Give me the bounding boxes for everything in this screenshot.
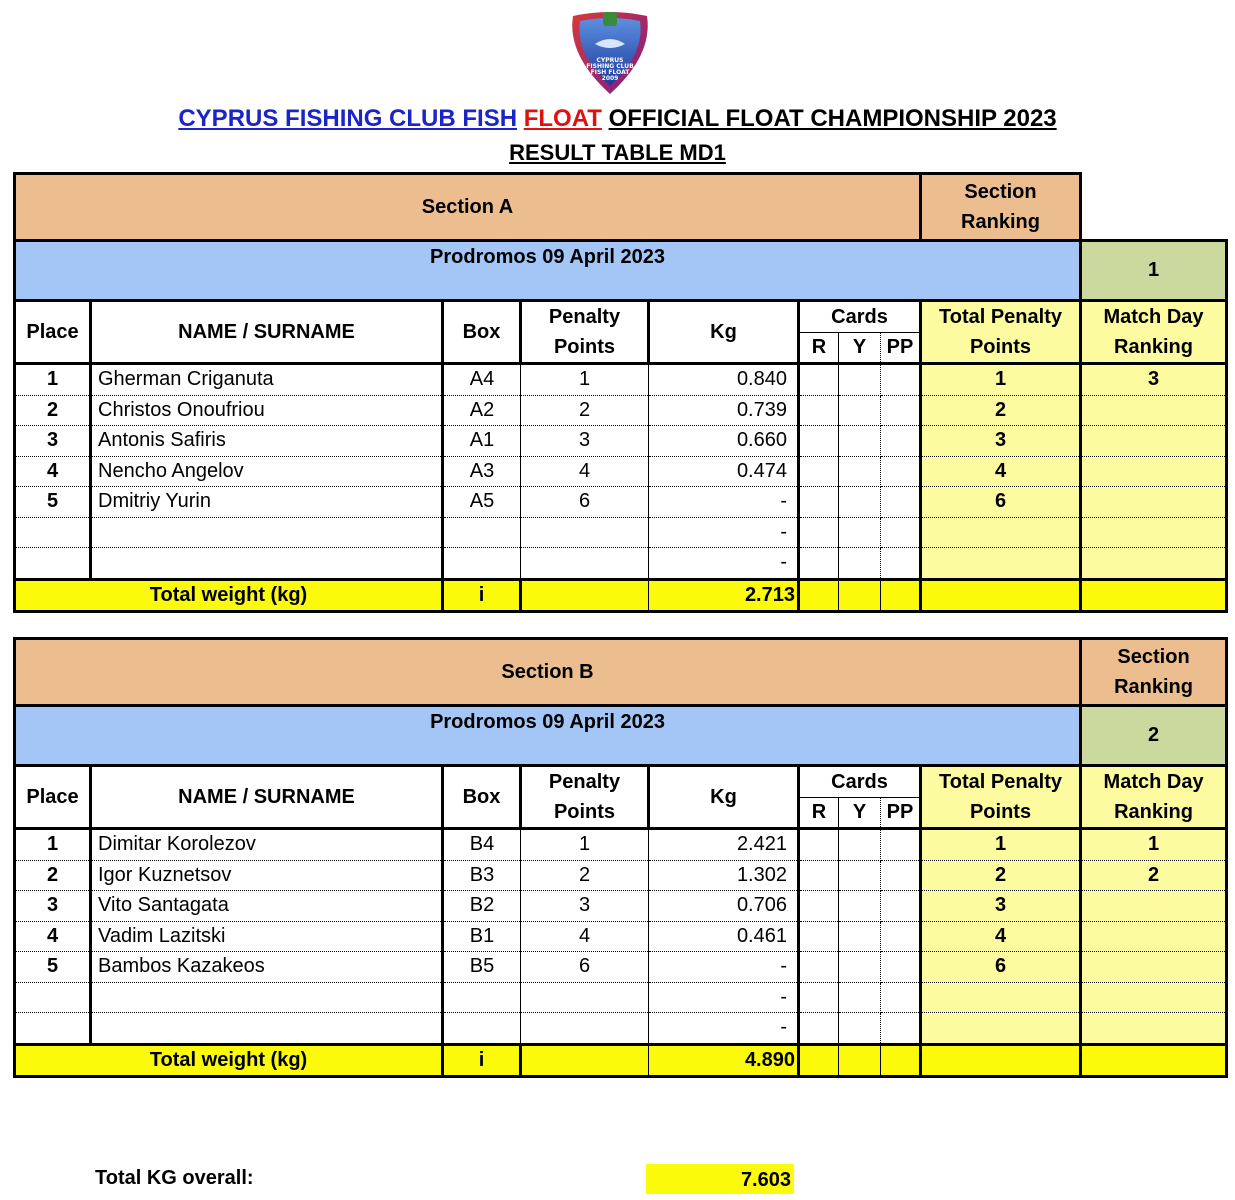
table-row	[15, 487, 1227, 518]
cell-kg: -	[649, 952, 799, 983]
col-match-day-ranking: Match Day Ranking	[1081, 766, 1227, 829]
cell-match-day-ranking	[1081, 982, 1227, 1013]
cell-card-r	[799, 860, 839, 891]
cell-card-pp	[881, 860, 921, 891]
cell-card-r	[799, 456, 839, 487]
cell-total-penalty: 6	[921, 952, 1081, 983]
cell-penalty: 6	[521, 952, 649, 983]
col-card-y: Y	[839, 333, 881, 364]
cell-card-r	[799, 829, 839, 861]
cell-card-pp	[881, 982, 921, 1013]
section-name: Section B	[15, 639, 1081, 706]
col-place: Place	[15, 766, 91, 829]
cell-kg: 0.461	[649, 921, 799, 952]
cell-kg: 0.474	[649, 456, 799, 487]
page-subtitle: RESULT TABLE MD1	[509, 140, 726, 165]
title-part-float: FLOAT	[523, 105, 602, 132]
col-card-y: Y	[839, 798, 881, 829]
cell-kg: 0.660	[649, 426, 799, 457]
cell-box	[443, 548, 521, 580]
cell-card-y	[839, 456, 881, 487]
cell-card-r	[799, 487, 839, 518]
cell-place: 1	[15, 364, 91, 396]
table-row	[15, 891, 1227, 922]
total-weight-label: Total weight (kg)	[15, 1044, 443, 1076]
cell-name: Dmitriy Yurin	[91, 487, 443, 518]
cell-card-pp	[881, 921, 921, 952]
cell-place: 5	[15, 487, 91, 518]
table-row	[15, 517, 1227, 548]
cell-card-pp	[881, 364, 921, 396]
cell-total-penalty: 4	[921, 456, 1081, 487]
cell-box	[443, 1013, 521, 1045]
cell-card-y	[839, 1013, 881, 1045]
cell-name	[91, 517, 443, 548]
cell-card-y	[839, 548, 881, 580]
cell-box: A4	[443, 364, 521, 396]
cell-total-penalty: 2	[921, 395, 1081, 426]
cell-card-pp	[881, 487, 921, 518]
cell-total-penalty: 3	[921, 426, 1081, 457]
section-ranking-value: 1	[1081, 241, 1227, 301]
total-card-r	[799, 579, 839, 611]
cell-penalty: 3	[521, 426, 649, 457]
total-match-day	[1081, 579, 1227, 611]
cell-name: Vito Santagata	[91, 891, 443, 922]
section-date: Prodromos 09 April 2023	[15, 241, 1081, 301]
col-kg: Kg	[649, 301, 799, 364]
cell-penalty: 1	[521, 364, 649, 396]
cell-box: A5	[443, 487, 521, 518]
table-row	[15, 829, 1227, 861]
overall-total-label: Total KG overall:	[95, 1167, 254, 1189]
cell-total-penalty: 1	[921, 364, 1081, 396]
section-a-table	[13, 172, 1228, 613]
col-total-penalty: Total Penalty Points	[921, 766, 1081, 829]
col-place: Place	[15, 301, 91, 364]
cell-box: B3	[443, 860, 521, 891]
cell-match-day-ranking: 2	[1081, 860, 1227, 891]
cell-place: 2	[15, 860, 91, 891]
cell-box: B2	[443, 891, 521, 922]
cell-card-pp	[881, 548, 921, 580]
svg-text:CYPRUS: CYPRUS	[596, 57, 624, 64]
section-ranking-header: Section Ranking	[1081, 639, 1227, 706]
svg-text:2009: 2009	[601, 75, 619, 82]
title-part-championship: OFFICIAL FLOAT CHAMPIONSHIP 2023	[608, 105, 1057, 132]
cell-total-penalty: 6	[921, 487, 1081, 518]
cell-penalty: 6	[521, 487, 649, 518]
cell-card-y	[839, 891, 881, 922]
table-row	[15, 456, 1227, 487]
cell-card-r	[799, 952, 839, 983]
total-weight-value: 4.890	[649, 1044, 799, 1076]
cell-match-day-ranking	[1081, 395, 1227, 426]
cell-card-pp	[881, 891, 921, 922]
cell-match-day-ranking	[1081, 891, 1227, 922]
total-total-penalty	[921, 579, 1081, 611]
cell-total-penalty: 4	[921, 921, 1081, 952]
cell-name	[91, 1013, 443, 1045]
cell-total-penalty	[921, 1013, 1081, 1045]
cell-place: 1	[15, 829, 91, 861]
cell-match-day-ranking: 3	[1081, 364, 1227, 396]
cell-penalty: 2	[521, 860, 649, 891]
section-date: Prodromos 09 April 2023	[15, 706, 1081, 766]
total-weight-marker: i	[443, 1044, 521, 1076]
cell-box: B1	[443, 921, 521, 952]
total-weight-row	[15, 579, 1227, 611]
cell-card-pp	[881, 456, 921, 487]
total-card-y	[839, 1044, 881, 1076]
cell-penalty: 1	[521, 829, 649, 861]
cell-match-day-ranking	[1081, 426, 1227, 457]
cell-card-r	[799, 982, 839, 1013]
title-part-club: CYPRUS FISHING CLUB FISH	[178, 105, 518, 132]
cell-total-penalty: 1	[921, 829, 1081, 861]
total-weight-marker: i	[443, 579, 521, 611]
cell-name	[91, 982, 443, 1013]
cell-place	[15, 1013, 91, 1045]
cell-penalty: 4	[521, 456, 649, 487]
fishing-club-shield-logo	[565, 10, 655, 96]
cell-match-day-ranking	[1081, 548, 1227, 580]
section-ranking-value: 2	[1081, 706, 1227, 766]
cell-card-r	[799, 1013, 839, 1045]
overall-total-value: 7.603	[646, 1164, 794, 1194]
cell-kg: -	[649, 548, 799, 580]
cell-box: A2	[443, 395, 521, 426]
cell-penalty: 2	[521, 395, 649, 426]
cell-match-day-ranking	[1081, 921, 1227, 952]
cell-card-y	[839, 952, 881, 983]
cell-name: Dimitar Korolezov	[91, 829, 443, 861]
cell-card-r	[799, 921, 839, 952]
col-kg: Kg	[649, 766, 799, 829]
cell-kg: -	[649, 487, 799, 518]
cell-box: B5	[443, 952, 521, 983]
cell-kg: 2.421	[649, 829, 799, 861]
cell-card-r	[799, 517, 839, 548]
cell-card-y	[839, 364, 881, 396]
total-card-y	[839, 579, 881, 611]
table-row	[15, 921, 1227, 952]
total-total-penalty	[921, 1044, 1081, 1076]
cell-card-pp	[881, 395, 921, 426]
cell-kg: 0.706	[649, 891, 799, 922]
table-row	[15, 395, 1227, 426]
cell-name: Vadim Lazitski	[91, 921, 443, 952]
table-row	[15, 426, 1227, 457]
cell-total-penalty: 3	[921, 891, 1081, 922]
cell-kg: 0.739	[649, 395, 799, 426]
total-weight-label: Total weight (kg)	[15, 579, 443, 611]
cell-match-day-ranking	[1081, 487, 1227, 518]
cell-card-y	[839, 982, 881, 1013]
table-row	[15, 364, 1227, 396]
col-name: NAME / SURNAME	[91, 301, 443, 364]
total-match-day	[1081, 1044, 1227, 1076]
col-name: NAME / SURNAME	[91, 766, 443, 829]
col-card-r: R	[799, 333, 839, 364]
cell-match-day-ranking	[1081, 952, 1227, 983]
total-weight-value: 2.713	[649, 579, 799, 611]
col-card-pp: PP	[881, 798, 921, 829]
cell-card-y	[839, 426, 881, 457]
cell-box	[443, 517, 521, 548]
cell-box: B4	[443, 829, 521, 861]
cell-penalty	[521, 548, 649, 580]
total-card-pp	[881, 579, 921, 611]
cell-match-day-ranking	[1081, 1013, 1227, 1045]
cell-card-r	[799, 364, 839, 396]
cell-place	[15, 982, 91, 1013]
total-card-r	[799, 1044, 839, 1076]
svg-text:FISHING CLUB: FISHING CLUB	[586, 63, 634, 70]
cell-box	[443, 982, 521, 1013]
section-a-rows	[15, 364, 1227, 580]
cell-place: 4	[15, 456, 91, 487]
cell-card-r	[799, 891, 839, 922]
total-penalty-blank	[521, 579, 649, 611]
cell-total-penalty	[921, 982, 1081, 1013]
cell-place	[15, 548, 91, 580]
cell-card-pp	[881, 952, 921, 983]
col-cards: Cards	[799, 301, 921, 333]
cell-penalty: 3	[521, 891, 649, 922]
cell-card-pp	[881, 426, 921, 457]
col-card-r: R	[799, 798, 839, 829]
section-b-rows	[15, 829, 1227, 1045]
cell-match-day-ranking	[1081, 456, 1227, 487]
cell-kg: -	[649, 1013, 799, 1045]
cell-name: Antonis Safiris	[91, 426, 443, 457]
table-row	[15, 952, 1227, 983]
col-box: Box	[443, 301, 521, 364]
svg-text:FISH FLOAT: FISH FLOAT	[590, 69, 630, 76]
col-penalty: Penalty Points	[521, 301, 649, 364]
cell-card-y	[839, 921, 881, 952]
col-card-pp: PP	[881, 333, 921, 364]
col-match-day-ranking: Match Day Ranking	[1081, 301, 1227, 364]
cell-card-y	[839, 395, 881, 426]
cell-name: Gherman Criganuta	[91, 364, 443, 396]
cell-penalty: 4	[521, 921, 649, 952]
cell-kg: 0.840	[649, 364, 799, 396]
cell-box: A1	[443, 426, 521, 457]
cell-place: 3	[15, 426, 91, 457]
cell-penalty	[521, 982, 649, 1013]
cell-place	[15, 517, 91, 548]
table-row	[15, 982, 1227, 1013]
cell-card-r	[799, 548, 839, 580]
cell-place: 5	[15, 952, 91, 983]
cell-card-y	[839, 860, 881, 891]
total-weight-row	[15, 1044, 1227, 1076]
cell-penalty	[521, 517, 649, 548]
cell-name: Igor Kuznetsov	[91, 860, 443, 891]
section-ranking-header: Section Ranking	[921, 174, 1081, 241]
table-row	[15, 1013, 1227, 1045]
cell-card-y	[839, 487, 881, 518]
cell-kg: -	[649, 517, 799, 548]
total-card-pp	[881, 1044, 921, 1076]
cell-name	[91, 548, 443, 580]
table-row	[15, 860, 1227, 891]
cell-match-day-ranking: 1	[1081, 829, 1227, 861]
cell-card-y	[839, 829, 881, 861]
cell-card-pp	[881, 1013, 921, 1045]
cell-card-r	[799, 395, 839, 426]
section-name: Section A	[15, 174, 921, 241]
cell-name: Bambos Kazakeos	[91, 952, 443, 983]
cell-kg: -	[649, 982, 799, 1013]
table-row	[15, 548, 1227, 580]
cell-place: 3	[15, 891, 91, 922]
total-penalty-blank	[521, 1044, 649, 1076]
cell-box: A3	[443, 456, 521, 487]
cell-name: Christos Onoufriou	[91, 395, 443, 426]
cell-match-day-ranking	[1081, 517, 1227, 548]
cell-name: Nencho Angelov	[91, 456, 443, 487]
cell-card-y	[839, 517, 881, 548]
cell-place: 2	[15, 395, 91, 426]
col-box: Box	[443, 766, 521, 829]
cell-card-pp	[881, 829, 921, 861]
page-title	[0, 104, 1235, 134]
cell-total-penalty	[921, 517, 1081, 548]
cell-total-penalty	[921, 548, 1081, 580]
cell-total-penalty: 2	[921, 860, 1081, 891]
cell-card-r	[799, 426, 839, 457]
col-total-penalty: Total Penalty Points	[921, 301, 1081, 364]
cell-penalty	[521, 1013, 649, 1045]
cell-card-pp	[881, 517, 921, 548]
cell-kg: 1.302	[649, 860, 799, 891]
cell-place: 4	[15, 921, 91, 952]
col-cards: Cards	[799, 766, 921, 798]
col-penalty: Penalty Points	[521, 766, 649, 829]
section-b-table	[13, 637, 1228, 1078]
